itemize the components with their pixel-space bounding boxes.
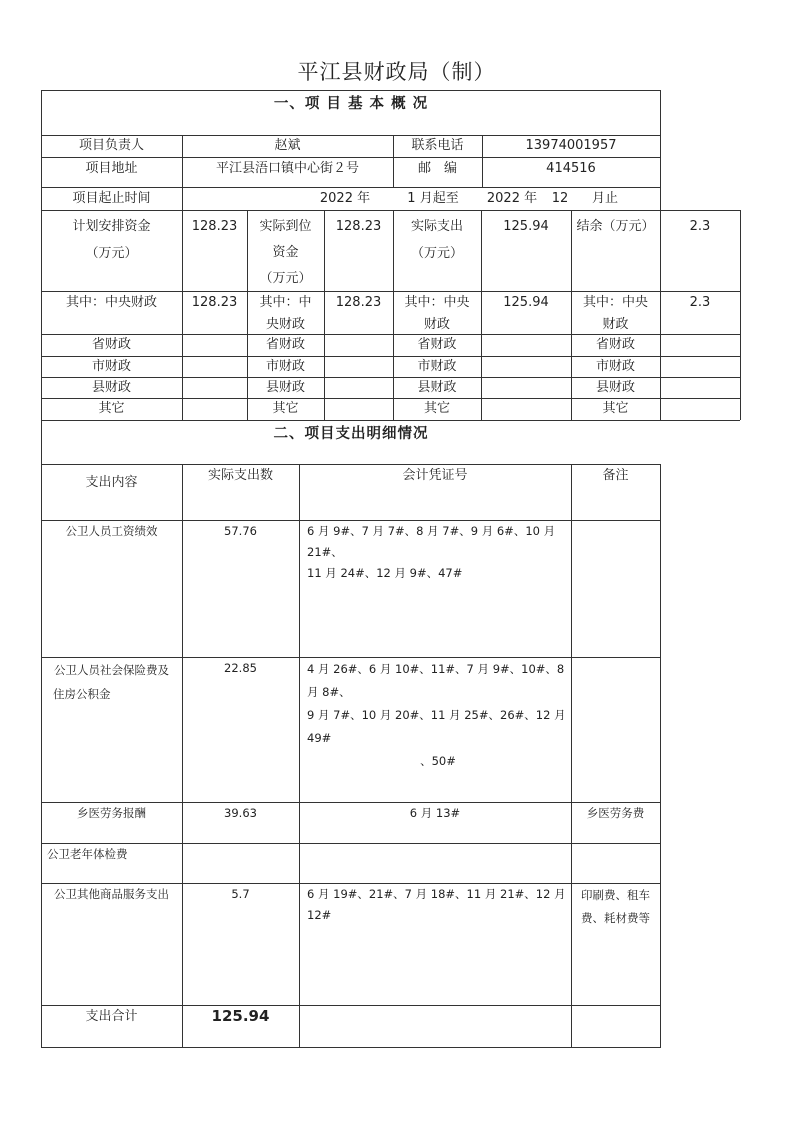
detail-content: 公卫人员工资绩效 — [65, 524, 158, 538]
detail-note: 印刷费、租车 费、耗材费等 — [581, 888, 650, 925]
phone-label: 联系电话 — [411, 138, 464, 153]
rule — [324, 210, 325, 420]
owner-label: 项目负责人 — [78, 138, 144, 153]
period-end-word: 月止 — [591, 191, 618, 206]
central-arrived-label: 其中：中 央财政 — [259, 295, 312, 332]
county-label: 县财政 — [91, 380, 131, 395]
rule — [571, 464, 572, 1047]
total-value: 125.94 — [211, 1007, 270, 1025]
central-spent: 125.94 — [503, 295, 549, 310]
other-label: 其它 — [98, 401, 125, 416]
rule — [481, 210, 482, 420]
phone-value: 13974001957 — [525, 138, 617, 153]
central-label: 其中：中央财政 — [65, 295, 157, 310]
county-label: 县财政 — [265, 380, 305, 395]
address-value: 平江县浯口镇中心街２号 — [215, 161, 359, 176]
header-amount: 实际支出数 — [207, 468, 273, 483]
central-planned: 128.23 — [191, 295, 238, 310]
central-spent-label: 其中：中央 财政 — [404, 295, 470, 332]
province-label: 省财政 — [265, 337, 305, 352]
rule — [41, 90, 661, 91]
province-label: 省财政 — [417, 337, 457, 352]
rule — [41, 210, 740, 211]
detail-voucher: 6 月 9#、7 月 7#、8 月 7#、9 月 6#、10 月 21#、 11 月 24#、12 月 9#、47# — [307, 524, 556, 580]
header-content: 支出内容 — [85, 475, 138, 490]
header-note: 备注 — [602, 468, 629, 483]
detail-amount: 5.7 — [231, 887, 250, 901]
central-balance: 2.3 — [689, 295, 711, 310]
period-end-month: 12 — [551, 191, 569, 206]
detail-voucher: 6 月 13# — [409, 806, 461, 820]
arrived-value: 128.23 — [335, 219, 382, 234]
other-label: 其它 — [272, 401, 299, 416]
balance-value: 2.3 — [689, 219, 711, 234]
central-arrived: 128.23 — [335, 295, 382, 310]
rule — [660, 210, 661, 420]
period-end-year: 2022 年 — [486, 191, 538, 206]
other-label: 其它 — [602, 401, 629, 416]
zip-value: 414516 — [546, 161, 596, 176]
province-label: 省财政 — [91, 337, 131, 352]
spent-label: 实际支出 （万元） — [410, 219, 463, 261]
section-1-heading: 一、项 目 基 本 概 况 — [273, 96, 429, 112]
detail-amount: 22.85 — [224, 661, 257, 675]
detail-amount: 39.63 — [224, 806, 257, 820]
section-2-heading: 二、项目支出明细情况 — [273, 426, 429, 442]
period-start-month: 1 月起至 — [407, 191, 459, 206]
city-label: 市财政 — [595, 359, 635, 374]
rule — [41, 1047, 661, 1048]
detail-note: 乡医劳务费 — [586, 806, 645, 820]
city-label: 市财政 — [91, 359, 131, 374]
detail-content: 公卫人员社会保险费及 住房公积金 — [53, 663, 169, 701]
province-label: 省财政 — [595, 337, 635, 352]
detail-voucher: 6 月 19#、21#、7 月 18#、11 月 21#、12 月 12# — [307, 887, 566, 922]
other-label: 其它 — [423, 401, 450, 416]
arrived-label: 实际到位 资金 （万元） — [259, 219, 312, 286]
document-title: 平江县财政局（制） — [297, 60, 496, 84]
county-label: 县财政 — [595, 380, 635, 395]
period-start-year: 2022 年 — [319, 191, 371, 206]
rule — [182, 464, 183, 1047]
rule — [740, 210, 741, 420]
zip-label: 邮 编 — [417, 161, 457, 176]
county-label: 县财政 — [417, 380, 457, 395]
detail-content: 公卫其他商品服务支出 — [54, 887, 169, 901]
balance-label: 结余（万元） — [576, 219, 655, 234]
period-label: 项目起止时间 — [72, 191, 151, 206]
detail-content: 乡医劳务报酬 — [77, 806, 146, 820]
city-label: 市财政 — [265, 359, 305, 374]
address-label: 项目地址 — [85, 161, 138, 176]
rule — [41, 420, 740, 421]
detail-amount: 57.76 — [224, 524, 257, 538]
total-label: 支出合计 — [85, 1009, 138, 1024]
planned-label: 计划安排资金 （万元） — [72, 219, 151, 261]
planned-value: 128.23 — [191, 219, 238, 234]
owner-value: 赵斌 — [274, 138, 301, 153]
spent-value: 125.94 — [503, 219, 549, 234]
detail-content: 公卫老年体检费 — [47, 847, 128, 861]
rule — [660, 464, 661, 1047]
central-balance-label: 其中：中央 财政 — [582, 295, 648, 332]
city-label: 市财政 — [417, 359, 457, 374]
header-voucher: 会计凭证号 — [402, 468, 468, 483]
detail-voucher: 4 月 26#、6 月 10#、11#、7 月 9#、10#、8 月 8#、 9 月 7#、10 月 20#、11 月 25#、26#、12 月 49# 、50# — [307, 662, 566, 768]
